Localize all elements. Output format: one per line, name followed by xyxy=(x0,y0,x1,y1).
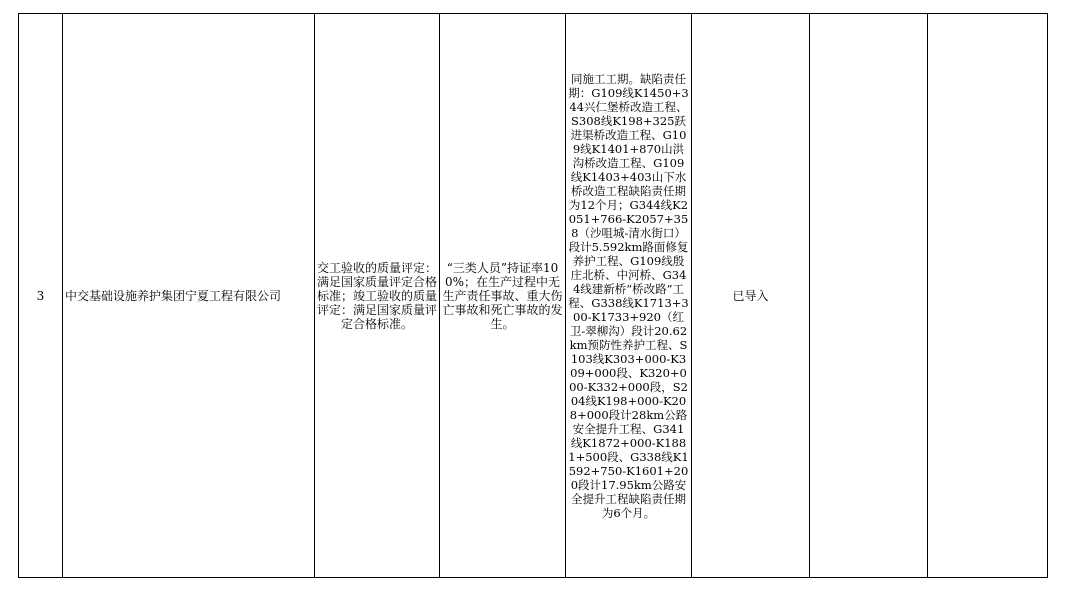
empty-cell xyxy=(810,14,928,578)
import-status-cell: 已导入 xyxy=(692,14,810,578)
company-name-cell: 中交基础设施养护集团宁夏工程有限公司 xyxy=(63,14,315,578)
table-row xyxy=(19,14,1048,578)
row-index-cell: 3 xyxy=(19,14,63,578)
warranty-period-cell xyxy=(566,14,692,578)
warranty-period-text: 同施工工期。缺陷责任期：G109线K1450+344兴仁堡桥改造工程、S308线K198+325跃进渠桥改造工程、G109线K1401+870山洪沟桥改造工程、G109线K1403+403山下水桥改造工程缺陷责任期为12个月；G344线K2051+766-K2057+358（沙咀城-清水街口）段计5.592km路面修复养护工程、G109线殷庄北桥、中河桥、G344线建新桥“桥改路”工程、G338线K1713+300-K1733+920（红卫-翠柳沟）段计20.62km预防性养护工程、S103线K303+000-K309+000段、K320+000-K332+000段，S204线K198+000-K208+000段计28km公路安全提升工程、G341线K1872+000-K1881+500段、G338线K1592+750-K1601+200段计17.95km公路安全提升工程缺陷责任期为6个月。 xyxy=(568,71,689,520)
data-table xyxy=(18,13,1048,578)
safety-record-cell: “三类人员”持证率100%；在生产过程中无生产责任事故、重大伤亡事故和死亡事故的发生。 xyxy=(440,14,566,578)
empty-cell xyxy=(928,14,1048,578)
quality-assessment-cell: 交工验收的质量评定：满足国家质量评定合格标准；竣工验收的质量评定：满足国家质量评定合格标准。 xyxy=(315,14,440,578)
